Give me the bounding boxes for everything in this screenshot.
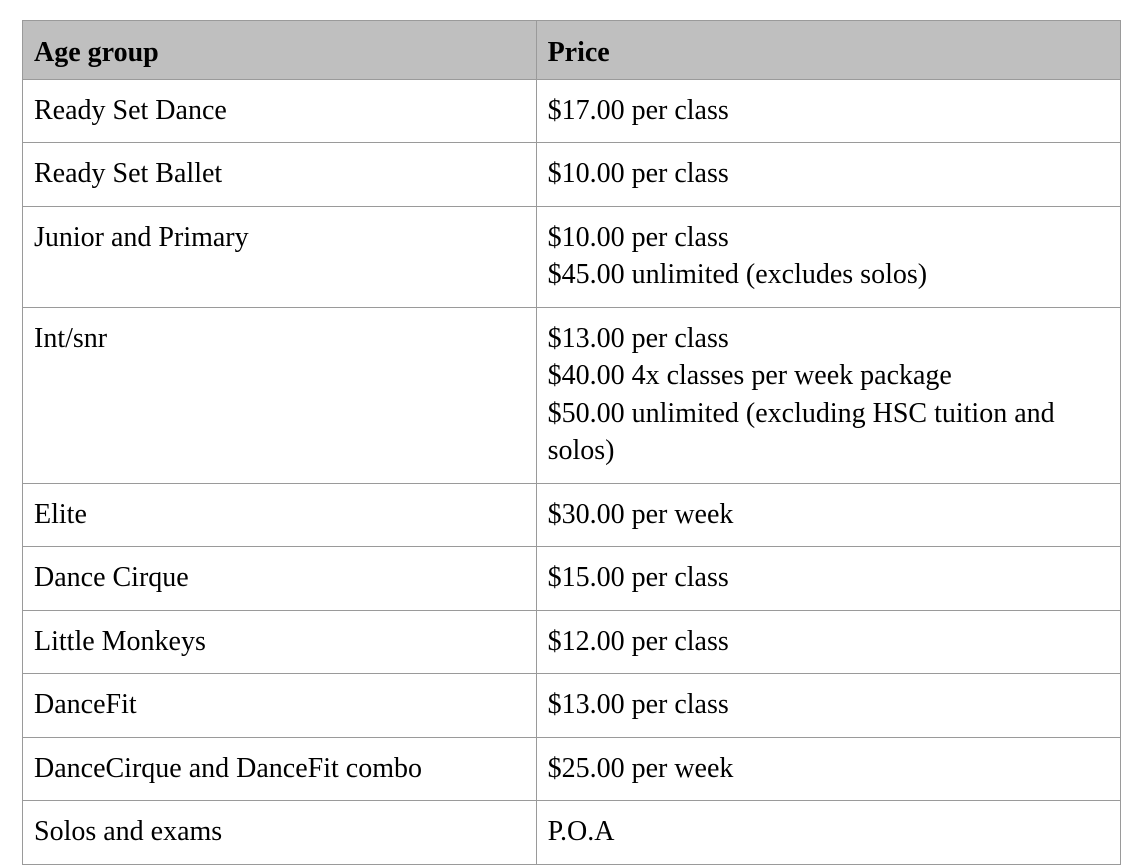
price-line: $13.00 per class <box>547 689 729 720</box>
age-group-cell: Little Monkeys <box>23 610 537 674</box>
age-group-cell: DanceCirque and DanceFit combo <box>23 737 537 801</box>
price-line: $10.00 per class <box>547 158 729 189</box>
price-cell <box>536 801 1120 865</box>
price-cell <box>536 674 1120 738</box>
price-line: P.O.A <box>547 816 615 847</box>
price-cell <box>536 307 1120 483</box>
age-group-cell: DanceFit <box>23 674 537 738</box>
price-cell <box>536 483 1120 547</box>
table-row <box>23 143 1121 207</box>
price-line: $10.00 per class <box>547 221 729 253</box>
table-row <box>23 206 1121 307</box>
age-group-cell: Ready Set Dance <box>23 79 537 143</box>
price-cell <box>536 143 1120 207</box>
price-line: $17.00 per class <box>547 94 729 126</box>
price-line: $15.00 per class <box>547 562 729 593</box>
price-cell <box>536 737 1120 801</box>
price-line: $25.00 per week <box>547 752 734 784</box>
price-line: $50.00 unlimited (excluding HSC tuition and solos) <box>547 397 1055 466</box>
table-row <box>23 79 1121 143</box>
price-cell <box>536 79 1120 143</box>
age-group-cell: Elite <box>23 483 537 547</box>
age-group-cell: Dance Cirque <box>23 547 537 611</box>
table-row <box>23 610 1121 674</box>
price-line: $45.00 unlimited (excludes solos) <box>547 259 928 290</box>
table-body <box>23 79 1121 864</box>
header-price: Price <box>536 21 1120 80</box>
price-cell <box>536 547 1120 611</box>
table-row <box>23 674 1121 738</box>
table-row <box>23 737 1121 801</box>
age-group-cell: Junior and Primary <box>23 206 537 307</box>
price-cell <box>536 206 1120 307</box>
price-line: $30.00 per week <box>547 498 734 530</box>
table-row <box>23 483 1121 547</box>
table-row <box>23 801 1121 865</box>
price-line: $40.00 4x classes per week package <box>547 360 952 391</box>
table-row <box>23 547 1121 611</box>
table-row <box>23 307 1121 483</box>
price-line: $13.00 per class <box>547 322 729 354</box>
age-group-cell: Solos and exams <box>23 801 537 865</box>
header-age-group: Age group <box>23 21 537 80</box>
header-row <box>23 21 1121 80</box>
age-group-cell: Int/snr <box>23 307 537 483</box>
price-cell <box>536 610 1120 674</box>
price-line: $12.00 per class <box>547 625 729 657</box>
age-group-cell: Ready Set Ballet <box>23 143 537 207</box>
price-table <box>22 20 1121 865</box>
